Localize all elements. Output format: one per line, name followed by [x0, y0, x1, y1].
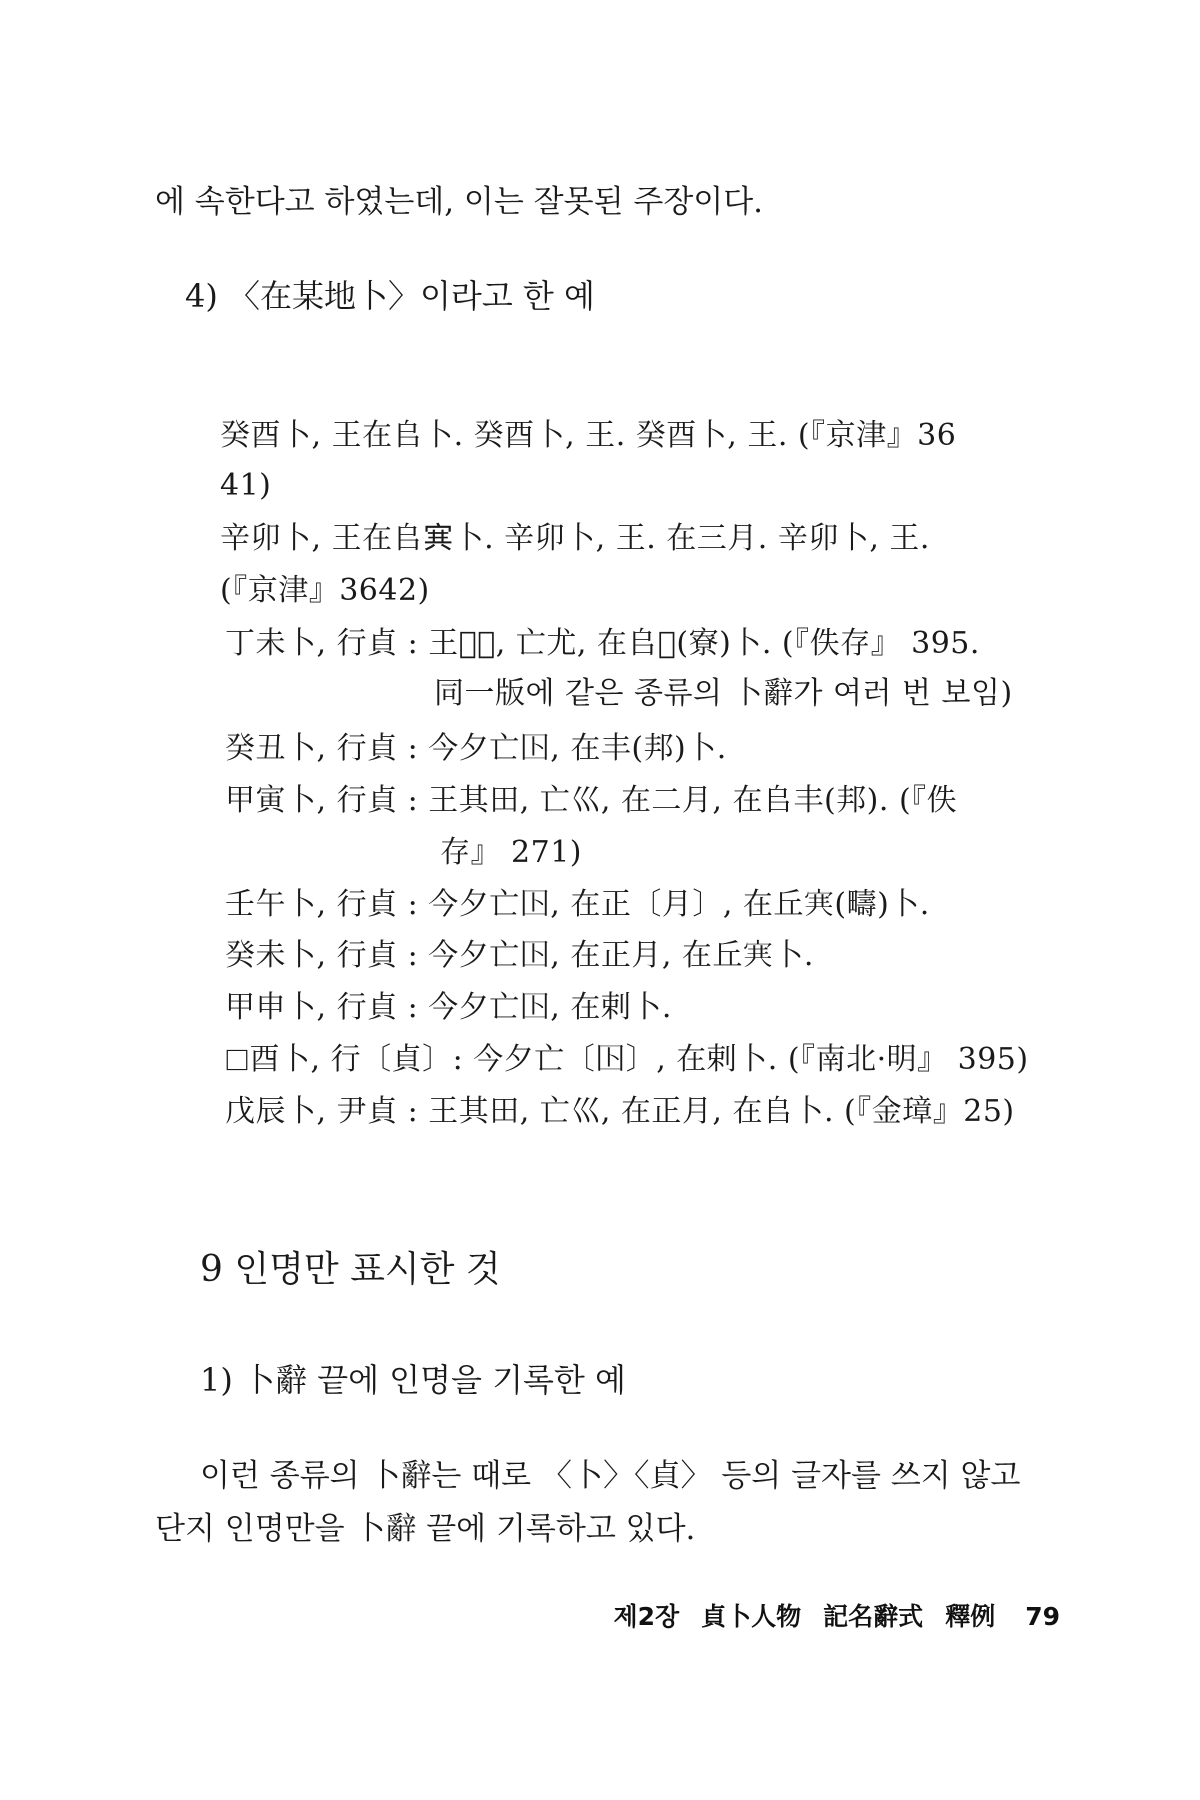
subsection-4-heading: 4) 〈在某地卜〉이라고 한 예 [185, 277, 595, 315]
subsection-1-heading: 1) 卜辭 끝에 인명을 기록한 예 [200, 1361, 626, 1399]
example-line: 甲申卜, 行貞 : 今夕亡𡆥, 在剌卜. [225, 990, 672, 1025]
section-9-heading: 9 인명만 표시한 것 [200, 1249, 501, 1290]
footer-title-part: 記名辭式 [823, 1602, 924, 1631]
example-line: 癸未卜, 行貞 : 今夕亡𡆥, 在正月, 在丘𡨄卜. [225, 938, 814, 973]
running-footer [613, 1600, 1060, 1634]
example-line: 癸酉卜, 王在𠂤卜. 癸酉卜, 王. 癸酉卜, 王. (『京津』36 [220, 418, 957, 453]
example-line: ☐酉卜, 行〔貞〕: 今夕亡〔𡆥〕, 在剌卜. (『南北·明』 395) [225, 1042, 1029, 1077]
example-line: (『京津』3642) [220, 573, 430, 608]
intro-line: 에 속한다고 하였는데, 이는 잘못된 주장이다. [155, 184, 764, 220]
paragraph-line: 단지 인명만을 卜辭 끝에 기록하고 있다. [155, 1511, 696, 1547]
example-line: 丁未卜, 行貞 : 王𡧊𣪊, 亡尤, 在𠂤𡨄(寮)卜. (『佚存』 395. [225, 626, 980, 661]
example-line: 存』 271) [440, 835, 583, 870]
paragraph-line: 이런 종류의 卜辭는 때로 〈卜〉〈貞〉 등의 글자를 쓰지 않고 [200, 1458, 1021, 1494]
example-line: 甲寅卜, 行貞 : 王其田, 亡巛, 在二月, 在𠂤丰(邦). (『佚 [225, 783, 958, 818]
footer-title-part: 釋例 [945, 1602, 996, 1631]
example-line: 癸丑卜, 行貞 : 今夕亡𡆥, 在丰(邦)卜. [225, 731, 727, 766]
footer-chapter: 제2장 [613, 1602, 680, 1631]
example-line: 戊辰卜, 尹貞 : 王其田, 亡巛, 在正月, 在𠂤卜. (『金璋』25) [225, 1094, 1015, 1129]
page-number: 79 [1025, 1602, 1060, 1631]
example-line: 同一版에 같은 종류의 卜辭가 여러 번 보임) [434, 676, 1013, 711]
example-line: 41) [220, 468, 272, 503]
example-line: 辛卯卜, 王在𠂤𡨄卜. 辛卯卜, 王. 在三月. 辛卯卜, 王. [220, 521, 930, 556]
example-line: 壬午卜, 行貞 : 今夕亡𡆥, 在正〔月〕, 在丘𡨄(疇)卜. [225, 887, 930, 922]
footer-title-part: 貞卜人物 [701, 1602, 802, 1631]
